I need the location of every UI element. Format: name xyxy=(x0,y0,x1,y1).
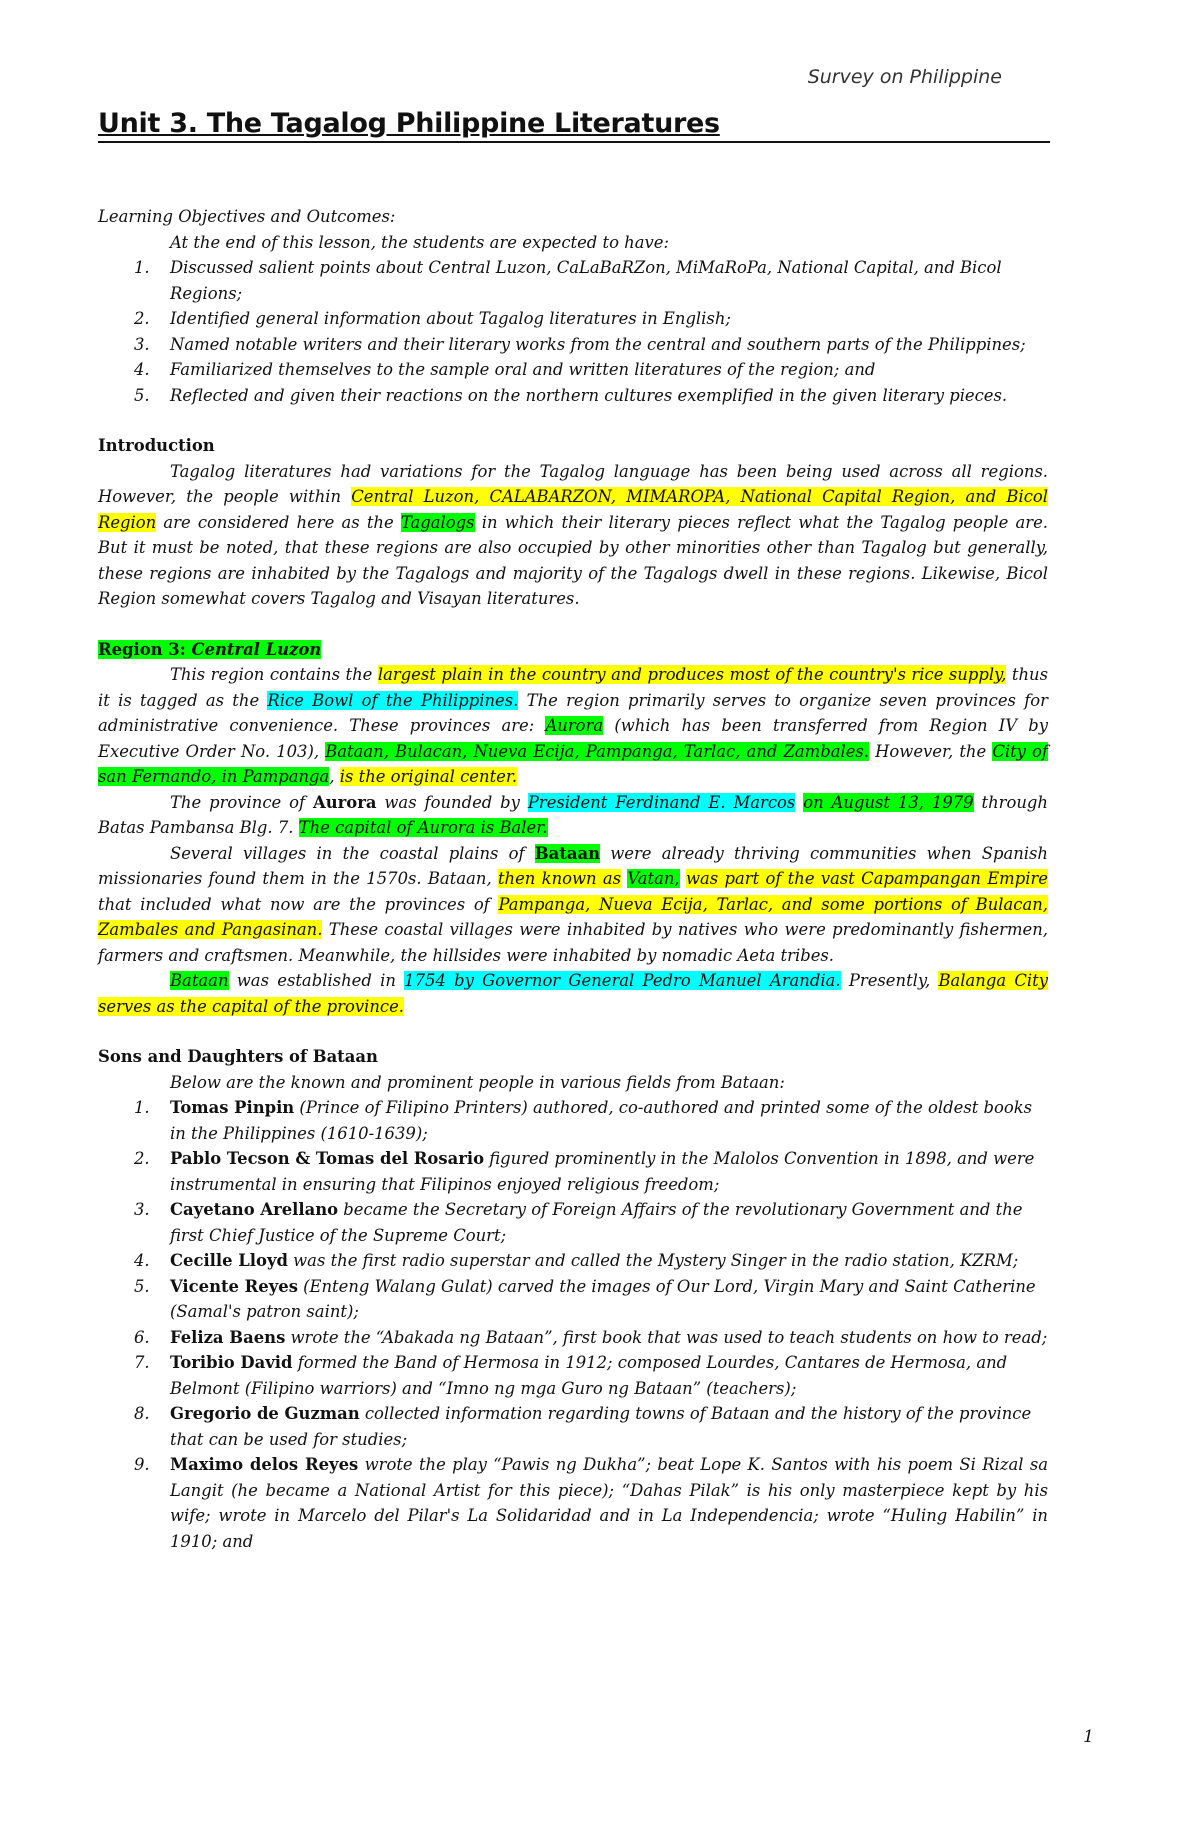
person-description: became the Secretary of Foreign Affairs of the revolutionary Government and the first Chief Justice of the Supreme Court; xyxy=(170,1200,1023,1245)
sons-daughters-heading: Sons and Daughters of Bataan xyxy=(98,1047,378,1066)
running-header: Survey on Philippine xyxy=(807,66,1002,88)
list-number: 7. xyxy=(134,1353,150,1372)
text-run: are considered here as the xyxy=(156,512,401,532)
highlight-cyan: 1754 by Governor General Pedro Manuel Arandia. xyxy=(404,971,841,990)
text-run: , xyxy=(329,767,340,786)
objective-item xyxy=(98,332,1048,358)
sons-daughters-lead: Below are the known and prominent people in various fields from Bataan: xyxy=(170,1072,785,1092)
person-item xyxy=(98,1401,1048,1452)
person-description: (Enteng Walang Gulat) carved the images of Our Lord, Virgin Mary and Saint Catherine (Samal's patron saint); xyxy=(170,1276,1036,1321)
text-run: Tagalog literatures had variations for the Tagalog language has been being used across all regions. However, the people within xyxy=(98,461,1048,506)
text-run: These coastal villages were inhabited by natives who were predominantly fishermen, farmers and craftsmen. Meanwhile, the hillsides were inhabited by nomadic Aeta tribes. xyxy=(98,920,1049,965)
highlight-green: The capital of Aurora is Baler. xyxy=(298,818,548,837)
highlight-green: Bataan xyxy=(534,843,600,863)
person-name: Cayetano Arellano xyxy=(170,1200,339,1219)
region3-paragraph-4 xyxy=(98,968,1048,1019)
list-number: 3. xyxy=(134,334,150,354)
introduction-heading: Introduction xyxy=(98,436,215,455)
person-description: collected information regarding towns of Bataan and the history of the province that can be used for studies; xyxy=(170,1404,1032,1449)
person-item xyxy=(98,1248,1048,1274)
person-description: wrote the play “Pawis ng Dukha”; beat Lope K. Santos with his poem Si Rizal sa Langit (he became a National Artist for this piece); “Dahas Pilak” is his only masterpiece kept by his wife; wrote in Marcelo del Pilar's La Solidaridad and in La Independencia; wrote “Huling Habilin” in 1910; and xyxy=(170,1455,1048,1551)
text-run: Several villages in the coastal plains of xyxy=(170,843,535,863)
person-description: (Prince of Filipino Printers) authored, co-authored and printed some of the oldest books in the Philippines (1610-1639); xyxy=(170,1098,1033,1143)
person-name: Maximo delos Reyes xyxy=(170,1455,359,1474)
highlight-cyan: President Ferdinand E. Marcos xyxy=(527,792,796,812)
objective-item xyxy=(98,357,1048,383)
person-item xyxy=(98,1274,1048,1325)
person-name: Vicente Reyes xyxy=(170,1276,298,1296)
list-number: 4. xyxy=(134,360,150,379)
objective-text: Named notable writers and their literary works from the central and southern parts of the Philippines; xyxy=(170,334,1026,354)
highlight-green: Tagalogs xyxy=(400,512,475,532)
region3-paragraph-3 xyxy=(98,841,1048,969)
text-run: through Batas Pambansa Blg. 7. xyxy=(98,792,1048,837)
objective-text: Identified general information about Tagalog literatures in English; xyxy=(170,309,731,328)
highlight-yellow: largest plain in the country and produces most of the country's rice supply, xyxy=(377,665,1007,684)
heading-label: Region 3: xyxy=(98,639,192,659)
list-number: 4. xyxy=(134,1251,150,1270)
highlight-green: Bataan, Bulacan, Nueva Ecija, Pampanga, Tarlac, and Zambales. xyxy=(325,741,870,761)
text-run: The region primarily serves to organize seven provinces for administrative convenience. These provinces are: xyxy=(98,690,1048,735)
region3-paragraph-2 xyxy=(98,790,1048,841)
list-number: 5. xyxy=(134,1276,150,1296)
document-body xyxy=(98,204,1048,1554)
highlight-yellow: Central Luzon, CALABARZON, MIMAROPA, National Capital Region, and Bicol Region xyxy=(98,487,1048,532)
person-description: was the first radio superstar and called the Mystery Singer in the radio station, KZRM; xyxy=(287,1251,1019,1270)
text-run: in which their literary pieces reflect what the Tagalog people are. But it must be noted, that these regions are also occupied by other minorities other than Tagalog but generally, these regions are inhabited by the Tagalogs and majority of the Tagalogs dwell in these regions. Likewise, Bicol Region somewhat covers Tagalog and Visayan literatures. xyxy=(98,512,1048,608)
list-number: 5. xyxy=(134,385,150,405)
highlight-green: Bataan xyxy=(170,971,229,990)
text-run: that included what now are the provinces of xyxy=(98,894,499,914)
highlight-yellow: is the original center. xyxy=(339,767,518,786)
highlight-green: City of san Fernando, in Pampanga xyxy=(98,741,1048,786)
objective-text: Discussed salient points about Central Luzon, CaLaBaRZon, MiMaRoPa, National Capital, and Bicol Regions; xyxy=(170,258,1002,303)
text-run: However, the xyxy=(869,741,993,761)
person-item xyxy=(98,1325,1048,1351)
list-number: 9. xyxy=(134,1455,150,1474)
person-name: Gregorio de Guzman xyxy=(170,1404,360,1423)
text-run: (which has been transferred from Region IV by Executive Order No. 103), xyxy=(98,716,1048,761)
objective-text: Familiarized themselves to the sample oral and written literatures of the region; and xyxy=(170,360,876,379)
text-run: Presently, xyxy=(840,971,939,990)
person-item xyxy=(98,1095,1048,1146)
notable-people-list xyxy=(98,1095,1048,1554)
text-run xyxy=(680,869,686,888)
text-run: were already thriving communities when Spanish missionaries found them in the 1570s. Bataan, xyxy=(98,843,1048,888)
person-name: Pablo Tecson & Tomas del Rosario xyxy=(170,1149,485,1168)
list-number: 3. xyxy=(134,1200,150,1219)
person-item xyxy=(98,1146,1048,1197)
list-number: 8. xyxy=(134,1404,150,1423)
text-run: The province of xyxy=(170,792,314,812)
list-number: 2. xyxy=(134,1149,150,1168)
page-number: 1 xyxy=(1083,1727,1094,1747)
region3-paragraph-1 xyxy=(98,662,1048,790)
text-run: thus it is tagged as the xyxy=(98,665,1048,710)
highlight-yellow: Pampanga, Nueva Ecija, Tarlac, and some portions of Bulacan, Zambales and Pangasinan. xyxy=(98,894,1048,939)
objective-item xyxy=(98,383,1048,409)
list-number: 1. xyxy=(134,1098,150,1117)
text-run: This region contains the xyxy=(170,665,378,684)
unit-title: Unit 3. The Tagalog Philippine Literatures xyxy=(98,108,1050,143)
bold-name: Aurora xyxy=(313,792,377,812)
person-item xyxy=(98,1452,1048,1554)
highlight-green: Aurora xyxy=(545,716,604,735)
text-run: was established in xyxy=(228,971,405,990)
region3-section xyxy=(98,637,1048,1020)
person-description: wrote the “Abakada ng Bataan”, first book that was used to teach students on how to read; xyxy=(285,1327,1048,1347)
person-name: Feliza Baens xyxy=(170,1327,286,1347)
objectives-heading: Learning Objectives and Outcomes: xyxy=(98,207,396,226)
highlight-yellow: was part of the vast Capampangan Empire xyxy=(685,869,1048,888)
person-item xyxy=(98,1197,1048,1248)
text-run: was founded by xyxy=(376,792,528,812)
highlight-green xyxy=(98,640,321,659)
highlight-green: Vatan, xyxy=(627,869,680,888)
objective-item xyxy=(98,255,1048,306)
highlight-green: on August 13, 1979 xyxy=(803,792,974,812)
list-number: 1. xyxy=(134,258,150,277)
person-name: Cecille Lloyd xyxy=(170,1251,288,1270)
objectives-list xyxy=(98,255,1048,408)
heading-region-name: Central Luzon xyxy=(191,639,322,659)
person-description: formed the Band of Hermosa in 1912; composed Lourdes, Cantares de Hermosa, and Belmont (Filipino warriors) and “Imno ng mga Guro ng Bataan” (teachers); xyxy=(170,1353,1008,1398)
highlight-yellow: then known as xyxy=(497,869,622,888)
person-item xyxy=(98,1350,1048,1401)
person-description: figured prominently in the Malolos Convention in 1898, and were instrumental in ensuring that Filipinos enjoyed religious freedom; xyxy=(170,1149,1035,1194)
objectives-section xyxy=(98,204,1048,408)
person-name: Tomas Pinpin xyxy=(170,1098,295,1117)
sons-daughters-section xyxy=(98,1044,1048,1554)
highlight-cyan: Rice Bowl of the Philippines. xyxy=(267,690,519,710)
objective-item xyxy=(98,306,1048,332)
introduction-section xyxy=(98,433,1048,612)
region3-heading xyxy=(98,637,1048,663)
list-number: 2. xyxy=(134,309,150,328)
objectives-lead: At the end of this lesson, the students are expected to have: xyxy=(170,232,669,252)
objective-text: Reflected and given their reactions on the northern cultures exemplified in the given literary pieces. xyxy=(170,385,1008,405)
introduction-paragraph xyxy=(98,459,1048,612)
list-number: 6. xyxy=(134,1327,150,1347)
person-name: Toribio David xyxy=(170,1353,293,1372)
highlight-yellow: Balanga City serves as the capital of the province. xyxy=(98,971,1048,1016)
